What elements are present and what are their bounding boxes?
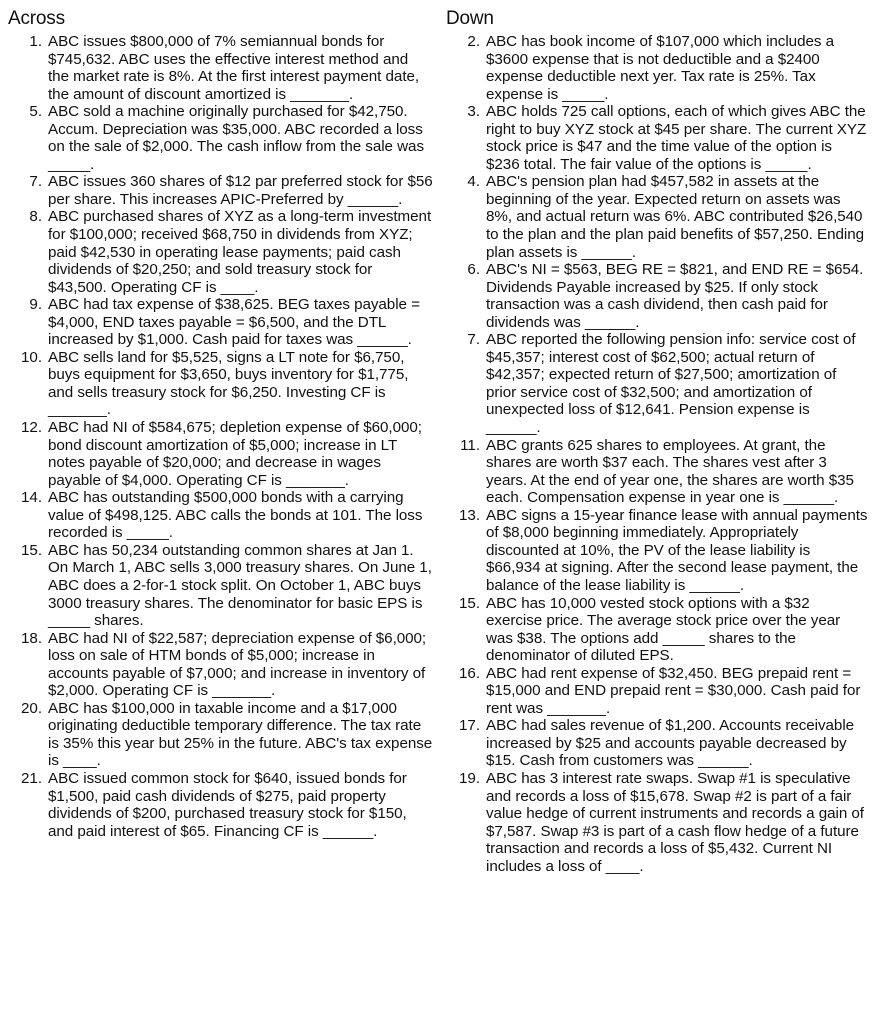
clue-number: 3. [467, 103, 480, 121]
clue-number: 18. [21, 629, 42, 647]
across-clue [8, 630, 433, 700]
clue-number: 4. [467, 173, 480, 191]
clue-number: 11. [460, 436, 480, 454]
clue-number: 5. [29, 103, 42, 121]
clue-number: 12. [21, 419, 42, 437]
clue-text: ABC's NI = $563, BEG RE = $821, and END RE = $654. Dividends Payable increased by $25. If only stock transaction was a cash dividend, then cash paid for dividends was ______. [486, 261, 864, 331]
across-clue-list [8, 33, 433, 840]
down-clue-list [446, 33, 868, 875]
clue-text: ABC reported the following pension info: service cost of $45,357; interest cost of $62,500; actual return of $42,357; expected return of $27,500; amortization of prior service cost of $32,500; and amortization of unexpected loss of $12,641. Pension expense is ______. [486, 331, 856, 437]
clue-text: ABC has book income of $107,000 which includes a $3600 expense that is not deductible and a $2400 expense deductible next yer. Tax rate is 25%. Tax expense is _____. [486, 33, 834, 103]
down-heading: Down [446, 8, 494, 29]
across-clue [8, 173, 433, 208]
across-clue [8, 33, 433, 103]
clue-number: 13. [459, 506, 480, 524]
clue-number: 7. [29, 173, 42, 191]
clue-text: ABC had NI of $584,675; depletion expense of $60,000; bond discount amortization of $5,000; increase in LT notes payable of $20,000; and decrease in wages payable of $4,000. Operating CF is _______. [48, 419, 422, 489]
down-clue [446, 717, 868, 770]
clue-text: ABC has 50,234 outstanding common shares at Jan 1. On March 1, ABC sells 3,000 treasury shares. On June 1, ABC does a 2-for-1 stock split. On October 1, ABC buys 3000 treasury shares. The denominator for basic EPS is _____ shares. [48, 541, 432, 630]
clue-number: 10. [21, 348, 42, 366]
clue-text: ABC's pension plan had $457,582 in assets at the beginning of the year. Expected return on assets was 8%, and actual return was 6%. ABC contributed $26,540 to the plan and the plan paid benefits of $57,250. Ending plan assets is ______. [486, 173, 864, 261]
down-clue [446, 33, 868, 103]
clue-text: ABC sold a machine originally purchased for $42,750. Accum. Depreciation was $35,000. ABC recorded a loss on the sale of $2,000. The cash inflow from the sale was _____. [48, 103, 424, 173]
down-clue [446, 261, 868, 331]
clue-number: 21. [21, 769, 42, 787]
clue-number: 2. [467, 33, 480, 50]
clue-text: ABC issued common stock for $640, issued bonds for $1,500, paid cash dividends of $275, paid property dividends of $200, purchased treasury stock for $150, and paid interest of $65. Financing CF is ______. [48, 769, 407, 840]
clue-number: 16. [459, 664, 480, 682]
down-clue [446, 507, 868, 595]
clue-text: ABC had NI of $22,587; depreciation expense of $6,000; loss on sale of HTM bonds of $5,000; increase in accounts payable of $7,000; and increase in inventory of $2,000. Operating CF is _______. [48, 629, 427, 700]
across-clue [8, 349, 433, 419]
across-clue [8, 700, 433, 770]
down-clue [446, 331, 868, 436]
clue-text: ABC issues $800,000 of 7% semiannual bonds for $745,632. ABC uses the effective interest method and the market rate is 8%. At the first interest payment date, the amount of discount amortized is _______. [48, 33, 420, 103]
down-clue [446, 173, 868, 261]
clue-number: 15. [21, 541, 42, 559]
clue-text: ABC signs a 15-year finance lease with annual payments of $8,000 beginning immediately. Appropriately discounted at 10%, the PV of the lease liability is $66,934 at signing. After the second lease payment, the balance of the lease liability is ______. [486, 506, 868, 594]
clue-text: ABC had sales revenue of $1,200. Accounts receivable increased by $25 and accounts payable decreased by $15. Cash from customers was ______. [486, 717, 855, 770]
clue-text: ABC grants 625 shares to employees. At grant, the shares are worth $37 each. The shares vest after 3 years. At the end of year one, the shares are worth $35 each. Compensation expense in year one is ______. [486, 436, 854, 507]
clue-number: 19. [459, 769, 480, 787]
down-clue [446, 665, 868, 718]
clue-text: ABC has 10,000 vested stock options with a $32 exercise price. The average stock price over the year was $38. The options add _____ shares to the denominator of diluted EPS. [486, 594, 841, 665]
down-clue [446, 770, 868, 875]
across-clue [8, 489, 433, 542]
across-clue [8, 542, 433, 630]
clue-number: 17. [459, 717, 480, 735]
clue-text: ABC has $100,000 in taxable income and a $17,000 originating deductible temporary difference. The tax rate is 35% this year but 25% in the future. ABC's tax expense is ____. [48, 699, 433, 770]
across-column [8, 8, 433, 840]
clue-text: ABC sells land for $5,525, signs a LT note for $6,750, buys equipment for $3,650, buys inventory for $1,775, and sells treasury stock for $6,250. Investing CF is _______. [48, 348, 409, 419]
down-clue [446, 103, 868, 173]
clue-number: 1. [29, 33, 42, 50]
clue-text: ABC holds 725 call options, each of which gives ABC the right to buy XYZ stock at $45 per share. The current XYZ stock price is $47 and the time value of the option is $236 total. The fair value of the options is _____. [486, 103, 867, 173]
across-clue [8, 419, 433, 489]
clue-number: 6. [467, 261, 480, 279]
across-clue [8, 103, 433, 173]
clue-number: 7. [467, 331, 480, 349]
clue-number: 20. [21, 699, 42, 717]
clue-text: ABC purchased shares of XYZ as a long-term investment for $100,000; received $68,750 in dividends from XYZ; paid $42,530 in operating lease payments; paid cash dividends of $20,250; and sold treasury stock for $43,500. Operating CF is ____. [48, 208, 432, 296]
down-clue [446, 595, 868, 665]
clue-number: 9. [29, 296, 42, 314]
clue-number: 8. [29, 208, 42, 226]
clue-number: 14. [21, 489, 42, 507]
clue-text: ABC has outstanding $500,000 bonds with a carrying value of $498,125. ABC calls the bonds at 101. The loss recorded is _____. [48, 489, 423, 542]
down-column [446, 8, 868, 875]
clue-text: ABC had rent expense of $32,450. BEG prepaid rent = $15,000 and END prepaid rent = $30,000. Cash paid for rent was _______. [486, 664, 861, 717]
down-clue [446, 437, 868, 507]
clue-number: 15. [459, 594, 480, 612]
clue-text: ABC had tax expense of $38,625. BEG taxes payable = $4,000, END taxes payable = $6,500, and the DTL increased by $1,000. Cash paid for taxes was ______. [48, 296, 420, 349]
across-clue [8, 770, 433, 840]
clue-text: ABC has 3 interest rate swaps. Swap #1 is speculative and records a loss of $15,678. Swap #2 is part of a fair value hedge of current instruments and records a gain of $7,587. Swap #3 is part of a cash flow hedge of a future transaction and records a loss of $5,432. Current NI includes a loss of ____. [486, 769, 864, 875]
clue-text: ABC issues 360 shares of $12 par preferred stock for $56 per share. This increases APIC-Preferred by ______. [48, 173, 433, 208]
across-heading: Across [8, 8, 65, 29]
across-clue [8, 296, 433, 349]
across-clue [8, 208, 433, 296]
